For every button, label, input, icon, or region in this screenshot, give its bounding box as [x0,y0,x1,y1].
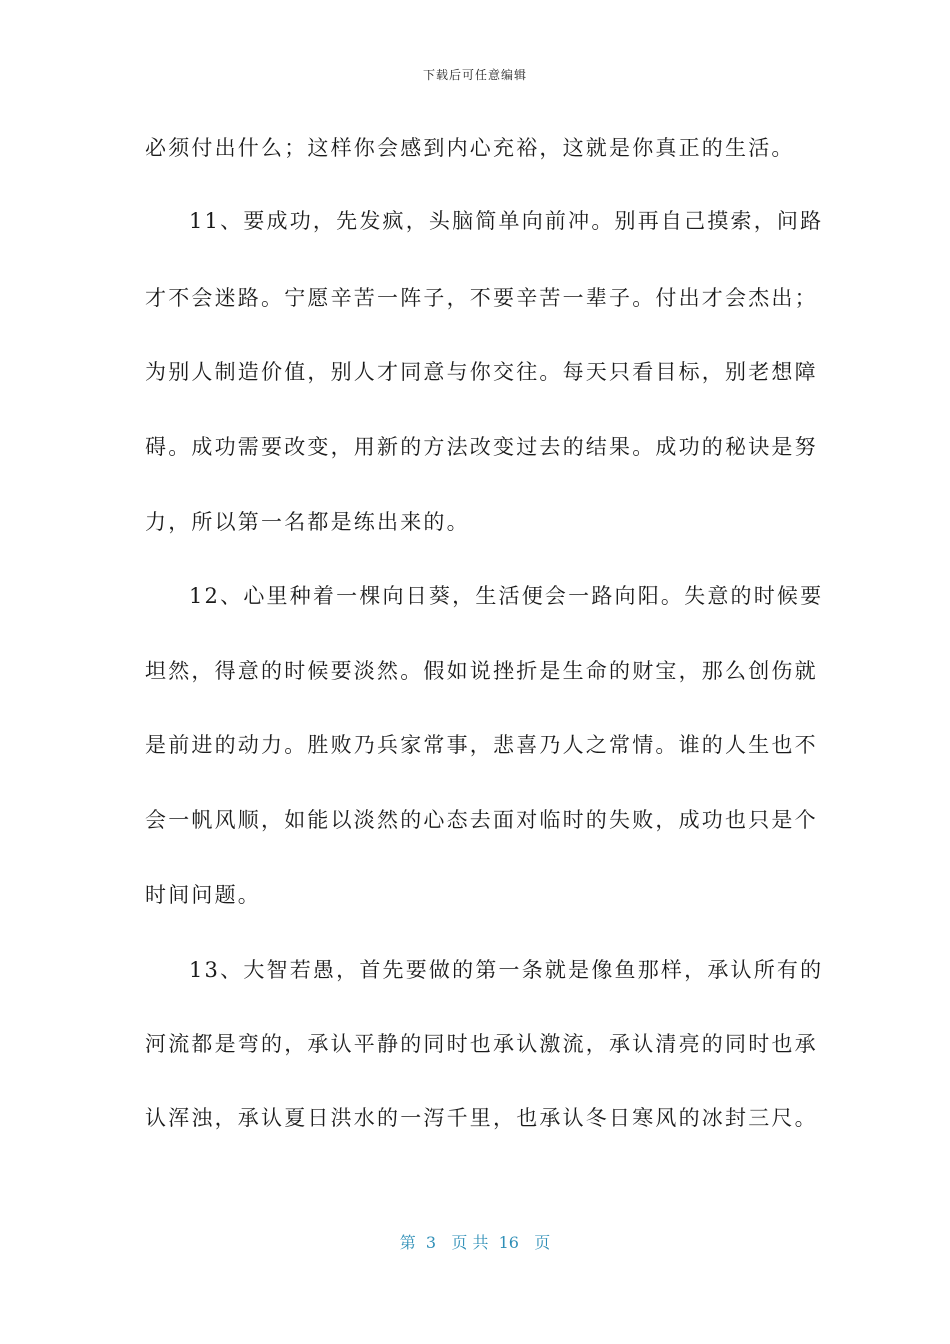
body-line: 12、心里种着一棵向日葵，生活便会一路向阳。失意的时候要 [189,584,824,608]
body-line: 力，所以第一名都是练出来的。 [145,510,470,534]
page-footer: 第 3 页 共 16 页 [399,1233,551,1252]
body-line: 时间问题。 [145,883,261,907]
body-line: 11、要成功，先发疯，头脑简单向前冲。别再自己摸索，问路 [189,209,824,233]
body-line: 为别人制造价值，别人才同意与你交往。每天只看目标，别老想障 [145,360,818,384]
body-line: 13、大智若愚，首先要做的第一条就是像鱼那样，承认所有的 [189,958,824,982]
body-line: 认浑浊，承认夏日洪水的一泻千里，也承认冬日寒风的冰封三尺。 [145,1106,818,1130]
body-line: 坦然，得意的时候要淡然。假如说挫折是生命的财宝，那么创伤就 [145,659,818,683]
body-line: 必须付出什么；这样你会感到内心充裕，这就是你真正的生活。 [145,136,795,160]
page-header: 下载后可任意编辑 [422,68,527,82]
body-line: 是前进的动力。胜败乃兵家常事，悲喜乃人之常情。谁的人生也不 [145,733,818,757]
body-line: 河流都是弯的，承认平静的同时也承认激流，承认清亮的同时也承 [145,1032,818,1056]
body-line: 会一帆风顺，如能以淡然的心态去面对临时的失败，成功也只是个 [145,808,818,832]
body-line: 碍。成功需要改变，用新的方法改变过去的结果。成功的秘诀是努 [145,435,818,459]
body-line: 才不会迷路。宁愿辛苦一阵子，不要辛苦一辈子。付出才会杰出； [145,286,818,310]
